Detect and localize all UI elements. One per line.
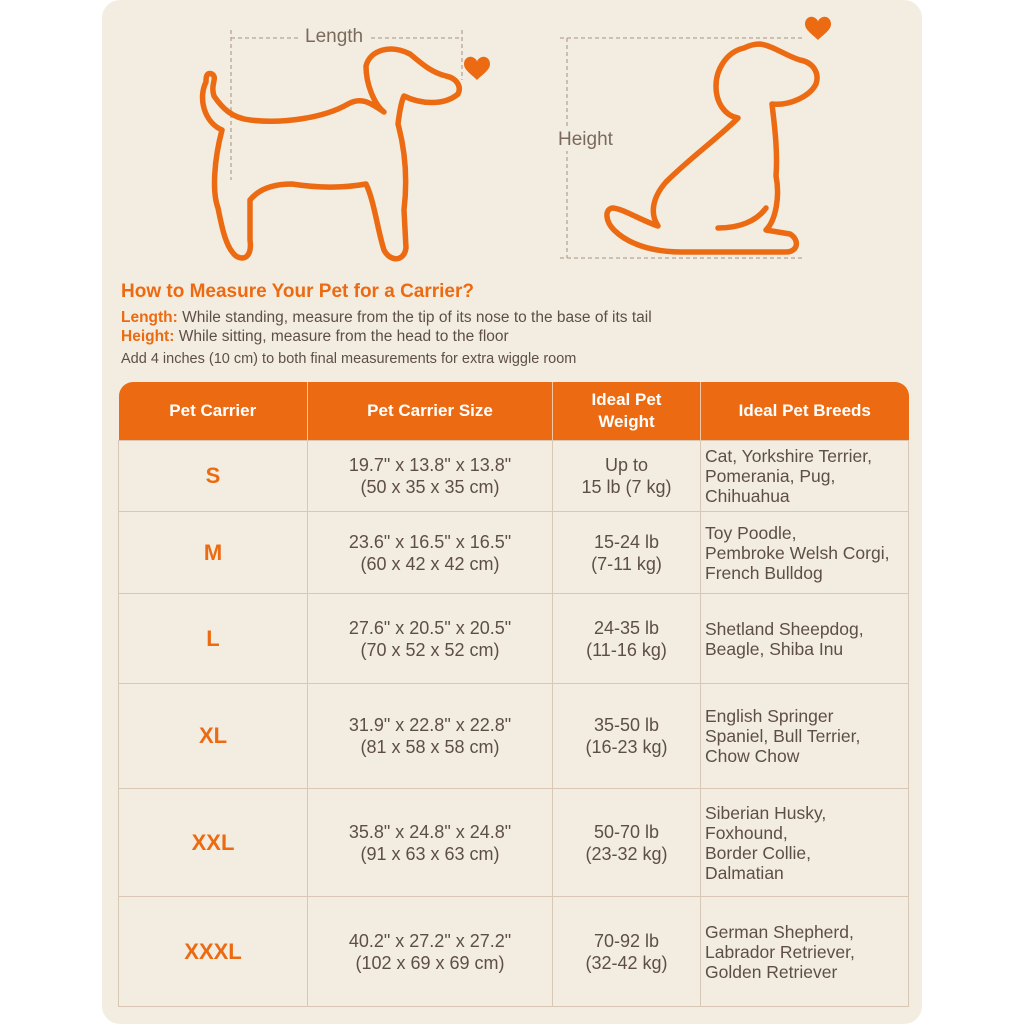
table-row <box>119 441 909 512</box>
weight-cell: Up to 15 lb (7 kg) <box>553 441 701 512</box>
length-text: While standing, measure from the tip of its nose to the base of its tail <box>177 309 652 326</box>
size-cell: L <box>119 594 308 684</box>
header-ideal-weight: Ideal Pet Weight <box>553 382 701 441</box>
dims-cell: 23.6" x 16.5" x 16.5" (60 x 42 x 42 cm) <box>308 512 553 594</box>
wiggle-room-note: Add 4 inches (10 cm) to both final measurements for extra wiggle room <box>121 351 577 367</box>
header-pet-carrier: Pet Carrier <box>119 382 308 441</box>
weight-cell: 35-50 lb (16-23 kg) <box>553 684 701 789</box>
size-cell: S <box>119 441 308 512</box>
dims-cell: 31.9" x 22.8" x 22.8" (81 x 58 x 58 cm) <box>308 684 553 789</box>
weight-cell: 15-24 lb (7-11 kg) <box>553 512 701 594</box>
dims-cell: 19.7" x 13.8" x 13.8" (50 x 35 x 35 cm) <box>308 441 553 512</box>
length-term: Length: <box>121 309 178 326</box>
table-header-row <box>119 382 909 441</box>
length-instruction <box>121 309 652 327</box>
weight-cell: 70-92 lb (32-42 kg) <box>553 897 701 1007</box>
height-label: Height <box>552 129 619 151</box>
table-row <box>119 897 909 1007</box>
weight-cell: 50-70 lb (23-32 kg) <box>553 789 701 897</box>
weight-cell: 24-35 lb (11-16 kg) <box>553 594 701 684</box>
breeds-cell: Cat, Yorkshire Terrier, Pomerania, Pug, Chihuahua <box>701 441 909 512</box>
breeds-cell: Siberian Husky, Foxhound, Border Collie, Dalmatian <box>701 789 909 897</box>
dims-cell: 27.6" x 20.5" x 20.5" (70 x 52 x 52 cm) <box>308 594 553 684</box>
size-cell: XL <box>119 684 308 789</box>
header-carrier-size: Pet Carrier Size <box>308 382 553 441</box>
size-cell: M <box>119 512 308 594</box>
header-ideal-breeds: Ideal Pet Breeds <box>701 382 909 441</box>
guide-title: How to Measure Your Pet for a Carrier? <box>121 281 474 302</box>
sitting-dog-icon <box>607 44 817 252</box>
dims-cell: 35.8" x 24.8" x 24.8" (91 x 63 x 63 cm) <box>308 789 553 897</box>
measurement-illustration <box>0 0 1024 280</box>
height-term: Height: <box>121 328 175 345</box>
heart-icon <box>805 17 831 40</box>
dims-cell: 40.2" x 27.2" x 27.2" (102 x 69 x 69 cm) <box>308 897 553 1007</box>
breeds-cell: Shetland Sheepdog, Beagle, Shiba Inu <box>701 594 909 684</box>
table-row <box>119 594 909 684</box>
size-table <box>118 382 909 1007</box>
breeds-cell: German Shepherd, Labrador Retriever, Golden Retriever <box>701 897 909 1007</box>
breeds-cell: Toy Poodle, Pembroke Welsh Corgi, French Bulldog <box>701 512 909 594</box>
breeds-cell: English Springer Spaniel, Bull Terrier, Chow Chow <box>701 684 909 789</box>
height-text: While sitting, measure from the head to the floor <box>174 328 509 345</box>
heart-icon <box>464 57 490 80</box>
standing-dog-icon <box>203 49 460 259</box>
table-row <box>119 512 909 594</box>
size-cell: XXL <box>119 789 308 897</box>
table-row <box>119 684 909 789</box>
size-cell: XXXL <box>119 897 308 1007</box>
table-row <box>119 789 909 897</box>
length-label: Length <box>299 26 369 48</box>
height-instruction <box>121 328 509 346</box>
